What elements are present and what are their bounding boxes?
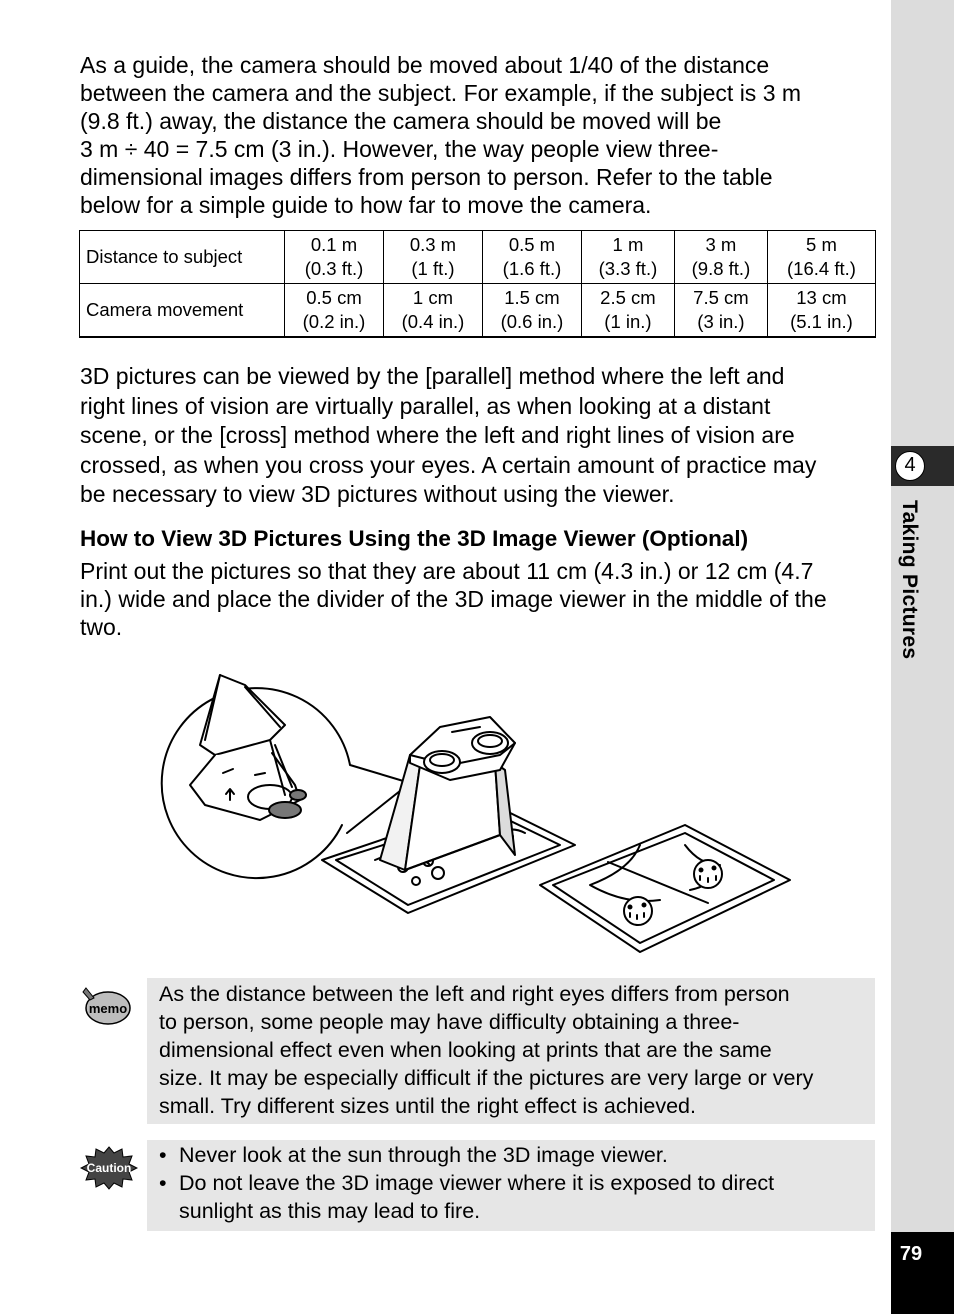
- cell-sub: (0.2 in.): [302, 311, 366, 332]
- viewing-line: right lines of vision are virtually parallel, as when looking at a distant: [80, 392, 771, 419]
- cell-sub: (5.1 in.): [790, 311, 853, 332]
- cell-main: 5 m: [806, 234, 837, 255]
- table-cell: [767, 284, 875, 338]
- section-line: Print out the pictures so that they are about 11 cm (4.3 in.) or 12 cm (4.7: [80, 558, 814, 584]
- intro-line: between the camera and the subject. For example, if the subject is 3 m: [80, 80, 802, 106]
- cell-sub: (1 ft.): [411, 258, 455, 279]
- cell-main: 0.3 m: [409, 234, 457, 255]
- cell-main: 1 cm: [412, 287, 454, 308]
- cell-sub: (3 in.): [697, 311, 745, 332]
- cell-main: 0.5 m: [508, 234, 556, 255]
- cell-sub: (0.3 ft.): [304, 258, 364, 279]
- table-cell: [674, 284, 767, 338]
- memo-line: size. It may be especially difficult if the pictures are very large or very: [159, 1066, 814, 1090]
- table-cell: [767, 231, 875, 284]
- intro-line: 3 m ÷ 40 = 7.5 cm (3 in.). However, the way people view three-: [80, 136, 719, 162]
- caution-line: • Never look at the sun through the 3D image viewer.: [179, 1143, 668, 1167]
- table-row-distance: [80, 231, 876, 284]
- memo-line: small. Try different sizes until the right effect is achieved.: [159, 1094, 696, 1118]
- table-cell: [581, 231, 674, 284]
- caution-note: [147, 1140, 875, 1231]
- cell-main: 13 cm: [796, 287, 847, 308]
- table-cell: [674, 231, 767, 284]
- caution-list: [159, 1141, 863, 1225]
- cell-sub: (9.8 ft.): [691, 258, 751, 279]
- table-cell: [482, 284, 581, 338]
- intro-line: dimensional images differs from person to person. Refer to the table: [80, 164, 773, 190]
- row-label: Distance to subject: [80, 231, 285, 284]
- cell-sub: (1 in.): [604, 311, 652, 332]
- table-cell: [285, 231, 384, 284]
- intro-paragraph: [80, 51, 872, 219]
- caution-line: sunlight as this may lead to fire.: [179, 1199, 481, 1223]
- table-cell: [482, 231, 581, 284]
- table-cell: [581, 284, 674, 338]
- memo-icon-label: memo: [88, 1001, 128, 1016]
- intro-line: As a guide, the camera should be moved about 1/40 of the distance: [80, 52, 770, 78]
- intro-line: (9.8 ft.) away, the distance the camera should be moved will be: [80, 108, 722, 134]
- viewing-line: crossed, as when you cross your eyes. A certain amount of practice may: [80, 451, 817, 478]
- viewing-line: 3D pictures can be viewed by the [parallel] method where the left and: [80, 363, 785, 389]
- chapter-number: 4: [895, 451, 925, 481]
- section-paragraph: [80, 557, 872, 641]
- memo-line: to person, some people may have difficulty obtaining a three-: [159, 1010, 740, 1034]
- camera-movement-table: [79, 230, 876, 338]
- caution-icon-label: Caution: [86, 1161, 132, 1175]
- cell-main: 1 m: [612, 234, 644, 255]
- cell-main: 2.5 cm: [600, 287, 656, 308]
- memo-line: As the distance between the left and right eyes differs from person: [159, 982, 790, 1006]
- caution-line: • Do not leave the 3D image viewer where it is exposed to direct: [179, 1171, 775, 1195]
- list-item: [159, 1169, 863, 1225]
- cell-sub: (0.6 in.): [500, 311, 564, 332]
- memo-line: dimensional effect even when looking at prints that are the same: [159, 1038, 772, 1062]
- cell-sub: (1.6 ft.): [502, 258, 562, 279]
- 3d-viewer-illustration: [160, 655, 800, 955]
- chapter-title: Taking Pictures: [898, 500, 921, 660]
- memo-note: [147, 978, 875, 1124]
- cell-main: 7.5 cm: [693, 287, 749, 308]
- page-number: 79: [899, 1243, 923, 1265]
- table-cell: [383, 284, 482, 338]
- cell-main: 1.5 cm: [504, 287, 560, 308]
- section-line: in.) wide and place the divider of the 3D image viewer in the middle of the: [80, 586, 827, 612]
- cell-main: 0.5 cm: [306, 287, 362, 308]
- row-label: Camera movement: [80, 284, 285, 338]
- caution-icon: [80, 1145, 138, 1191]
- viewing-line: scene, or the [cross] method where the left and right lines of vision are: [80, 422, 795, 448]
- section-heading: How to View 3D Pictures Using the 3D Image Viewer (Optional): [80, 526, 749, 551]
- cell-sub: (3.3 ft.): [598, 258, 658, 279]
- cell-sub: (16.4 ft.): [787, 258, 856, 279]
- list-item: [159, 1141, 863, 1169]
- cell-main: 0.1 m: [310, 234, 358, 255]
- table-cell: [285, 284, 384, 338]
- table-row-movement: [80, 284, 876, 338]
- intro-line: below for a simple guide to how far to move the camera.: [80, 192, 652, 218]
- table-cell: [383, 231, 482, 284]
- memo-icon: [80, 982, 132, 1028]
- cell-main: 3 m: [705, 234, 737, 255]
- cell-sub: (0.4 in.): [401, 311, 465, 332]
- right-print: [540, 825, 790, 952]
- viewing-paragraph: [80, 362, 872, 510]
- viewing-line: be necessary to view 3D pictures without using the viewer.: [80, 481, 675, 507]
- section-line: two.: [80, 614, 123, 640]
